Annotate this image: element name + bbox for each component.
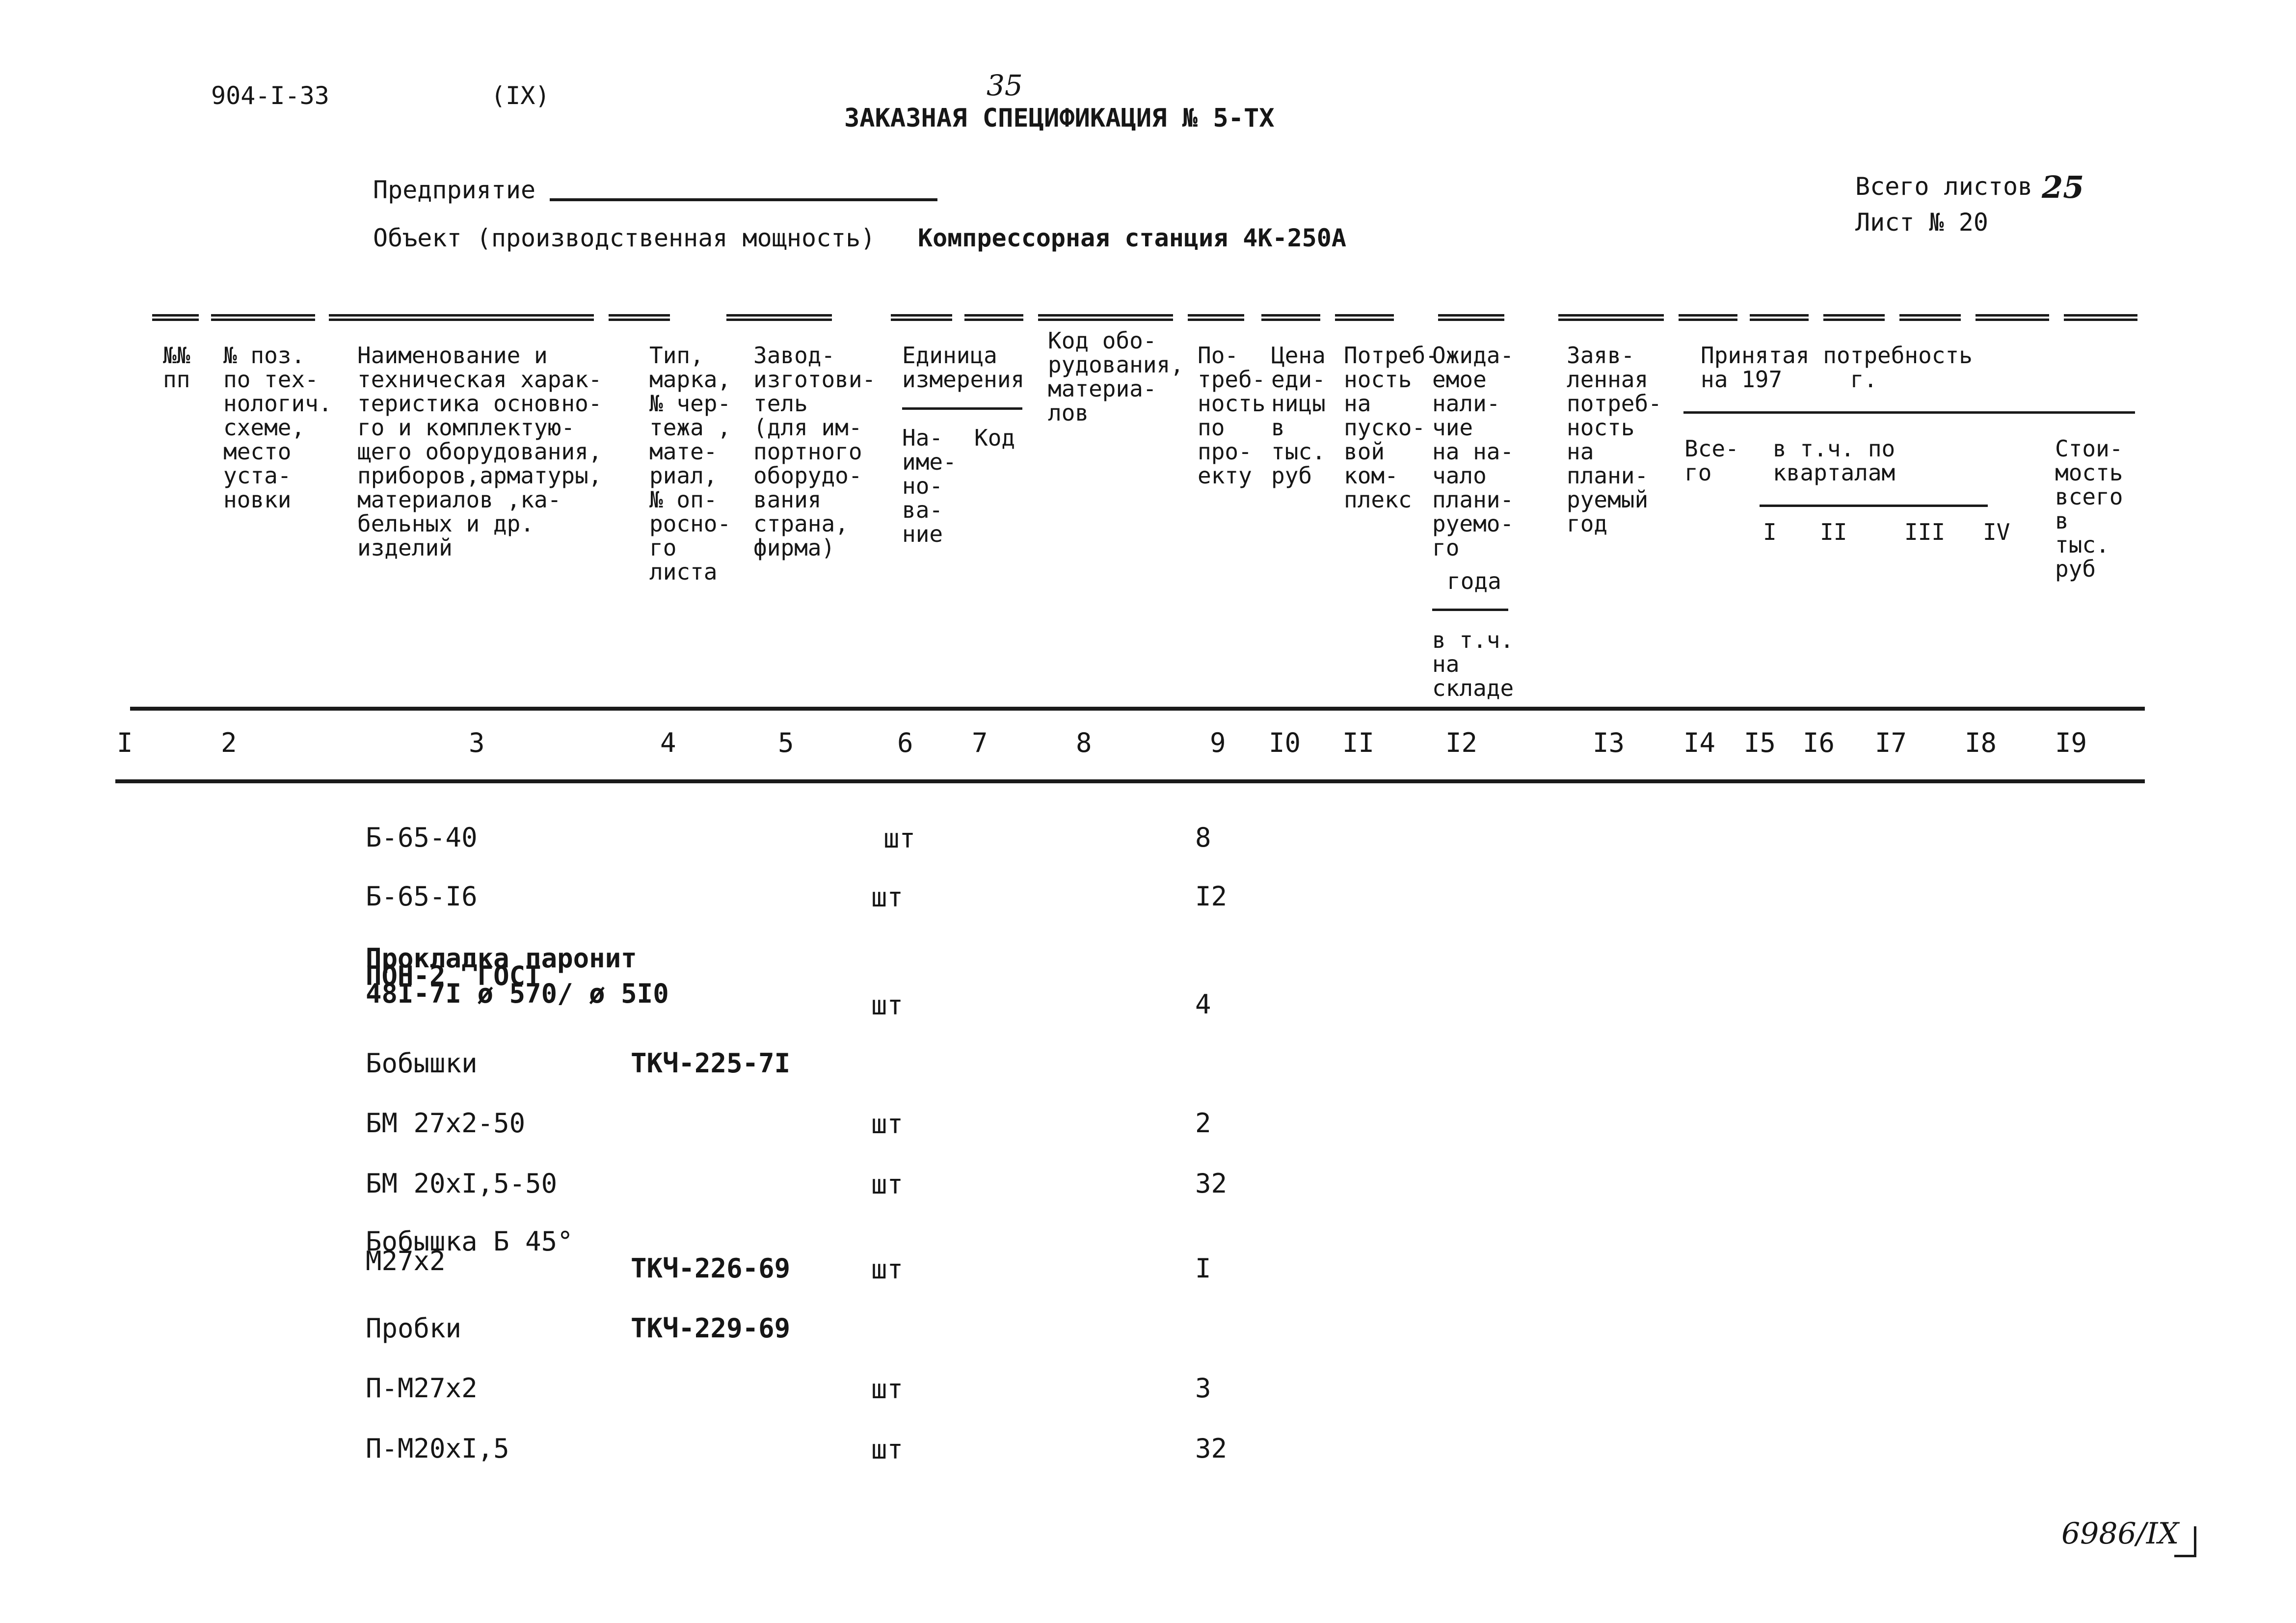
item-quantity: 2	[1195, 1108, 1211, 1139]
item-unit: шт	[871, 990, 904, 1021]
col-8-header: Код обо- рудования, материа- лов	[1048, 327, 1184, 426]
item-name: Б-65-I6	[366, 881, 478, 912]
col-7-header: Код	[974, 425, 1015, 451]
item-quantity: 32	[1195, 1168, 1228, 1199]
col-12-sub-header: в т.ч. на складе	[1432, 627, 1514, 701]
item-unit: шт	[871, 1374, 904, 1405]
col-2-header: № поз. по тех- нологич. схеме, место уста- новки	[223, 342, 332, 513]
col-10-header: Цена еди- ницы в тыс. руб	[1271, 342, 1326, 489]
item-name: Бобышки	[366, 1048, 478, 1079]
total-sheets-label: Всего листов	[1855, 172, 2033, 201]
item-name: БМ 20хI,5-50	[366, 1168, 558, 1199]
col-number-19: I9	[2055, 727, 2087, 758]
document-code: 904-I-33	[211, 81, 329, 110]
col-number-8: 8	[1076, 727, 1092, 758]
item-unit: шт	[871, 1434, 904, 1465]
item-name: Прокладка паронит ПОН-2 ГОСТ 48I-7I ø 570/ ø 5I0	[366, 943, 669, 1009]
item-unit: шт	[883, 823, 916, 854]
item-name: П-М27х2	[366, 1373, 478, 1404]
col-19-header: Стои- мость всего в тыс. руб	[2055, 435, 2123, 582]
item-quantity: 4	[1195, 989, 1211, 1020]
object-value: Компрессорная станция 4К-250А	[918, 224, 1346, 252]
col-11-header: Потреб- ность на пуско- вой ком- плекс	[1344, 342, 1439, 513]
col-number-16: I6	[1803, 727, 1835, 758]
numbers-bottom-rule	[115, 779, 2145, 783]
col-number-15: I5	[1744, 727, 1776, 758]
item-name: Бобышка Б 45° М27х2	[366, 1226, 573, 1277]
col-9-header: По- треб- ность по про- екту	[1198, 342, 1266, 489]
page-number: 35	[987, 69, 1023, 102]
item-quantity: I2	[1195, 881, 1228, 912]
top-rule	[152, 314, 199, 321]
col-1-header: №№ пп	[163, 342, 190, 393]
item-type: ТКЧ-226-69	[631, 1253, 791, 1284]
quarter-4-header: IV	[1983, 519, 2010, 545]
document-title: ЗАКАЗНАЯ СПЕЦИФИКАЦИЯ № 5-ТХ	[844, 104, 1275, 133]
col-number-9: 9	[1210, 727, 1226, 758]
col-4-header: Тип, марка, № чер- тежа , мате- риал, № оп- росно- го листа	[649, 342, 731, 585]
item-type: ТКЧ-225-7I	[631, 1048, 791, 1079]
item-unit: шт	[871, 882, 904, 913]
col-number-17: I7	[1875, 727, 1907, 758]
quarter-3-header: III	[1904, 519, 1946, 545]
col-number-3: 3	[469, 727, 485, 758]
total-sheets-value: 25	[2042, 169, 2084, 205]
accepted-group-header: Принятая потребность на 197 г.	[1701, 342, 1973, 393]
col-number-4: 4	[660, 727, 676, 758]
col-number-10: I0	[1269, 727, 1301, 758]
object-label: Объект (производственная мощность)	[373, 224, 876, 252]
col-number-5: 5	[778, 727, 794, 758]
enterprise-label: Предприятие	[373, 176, 536, 204]
col-number-6: 6	[897, 727, 913, 758]
col-12-header: Ожида- емое нали- чие на на- чало плани- руемо- го	[1432, 342, 1514, 561]
sheet-number-label: Лист № 20	[1855, 208, 1988, 237]
header-bottom-rule	[130, 707, 2145, 711]
col-3-header: Наименование и техническая харак- теристика основно- го и комплектую- щего оборудования, приборов,арматуры, материалов ,ка- бельных и др. изделий	[357, 342, 602, 561]
item-unit: шт	[871, 1254, 904, 1285]
col-14-header: Все- го	[1684, 435, 1739, 486]
item-quantity: 32	[1195, 1433, 1228, 1464]
item-unit: шт	[871, 1109, 904, 1140]
item-quantity: 8	[1195, 822, 1211, 853]
col-6-header: На- име- но- ва- ние	[902, 425, 957, 547]
col-number-13: I3	[1593, 727, 1625, 758]
col-number-2: 2	[221, 727, 237, 758]
col-13-header: Заяв- ленная потреб- ность на плани- руемый год	[1567, 342, 1662, 537]
col-number-14: I4	[1683, 727, 1716, 758]
item-unit: шт	[871, 1169, 904, 1200]
item-name: БМ 27х2-50	[366, 1108, 526, 1139]
item-name: Б-65-40	[366, 822, 478, 853]
col-number-7: 7	[972, 727, 988, 758]
enterprise-blank-line	[550, 198, 937, 201]
quarters-header: в т.ч. по кварталам	[1773, 435, 1896, 486]
col-number-18: I8	[1965, 727, 1997, 758]
col-12-year-label: года	[1447, 568, 1501, 594]
document-part: (IX)	[491, 81, 550, 110]
col-5-header: Завод- изготови- тель (для им- портного оборудо- вания страна, фирма)	[753, 342, 876, 561]
item-quantity: 3	[1195, 1373, 1211, 1404]
item-type: ТКЧ-229-69	[631, 1313, 791, 1344]
item-quantity: I	[1195, 1253, 1211, 1284]
col-number-11: II	[1342, 727, 1375, 758]
quarter-1-header: I	[1763, 519, 1777, 545]
archive-stamp: 6986/IX	[2061, 1517, 2179, 1551]
quarter-2-header: II	[1820, 519, 1847, 545]
unit-group-header: Единица измерения	[902, 342, 1025, 393]
col-number-1: I	[117, 727, 133, 758]
item-name: Пробки	[366, 1313, 462, 1344]
item-name: П-М20хI,5	[366, 1433, 509, 1464]
col-number-12: I2	[1445, 727, 1478, 758]
